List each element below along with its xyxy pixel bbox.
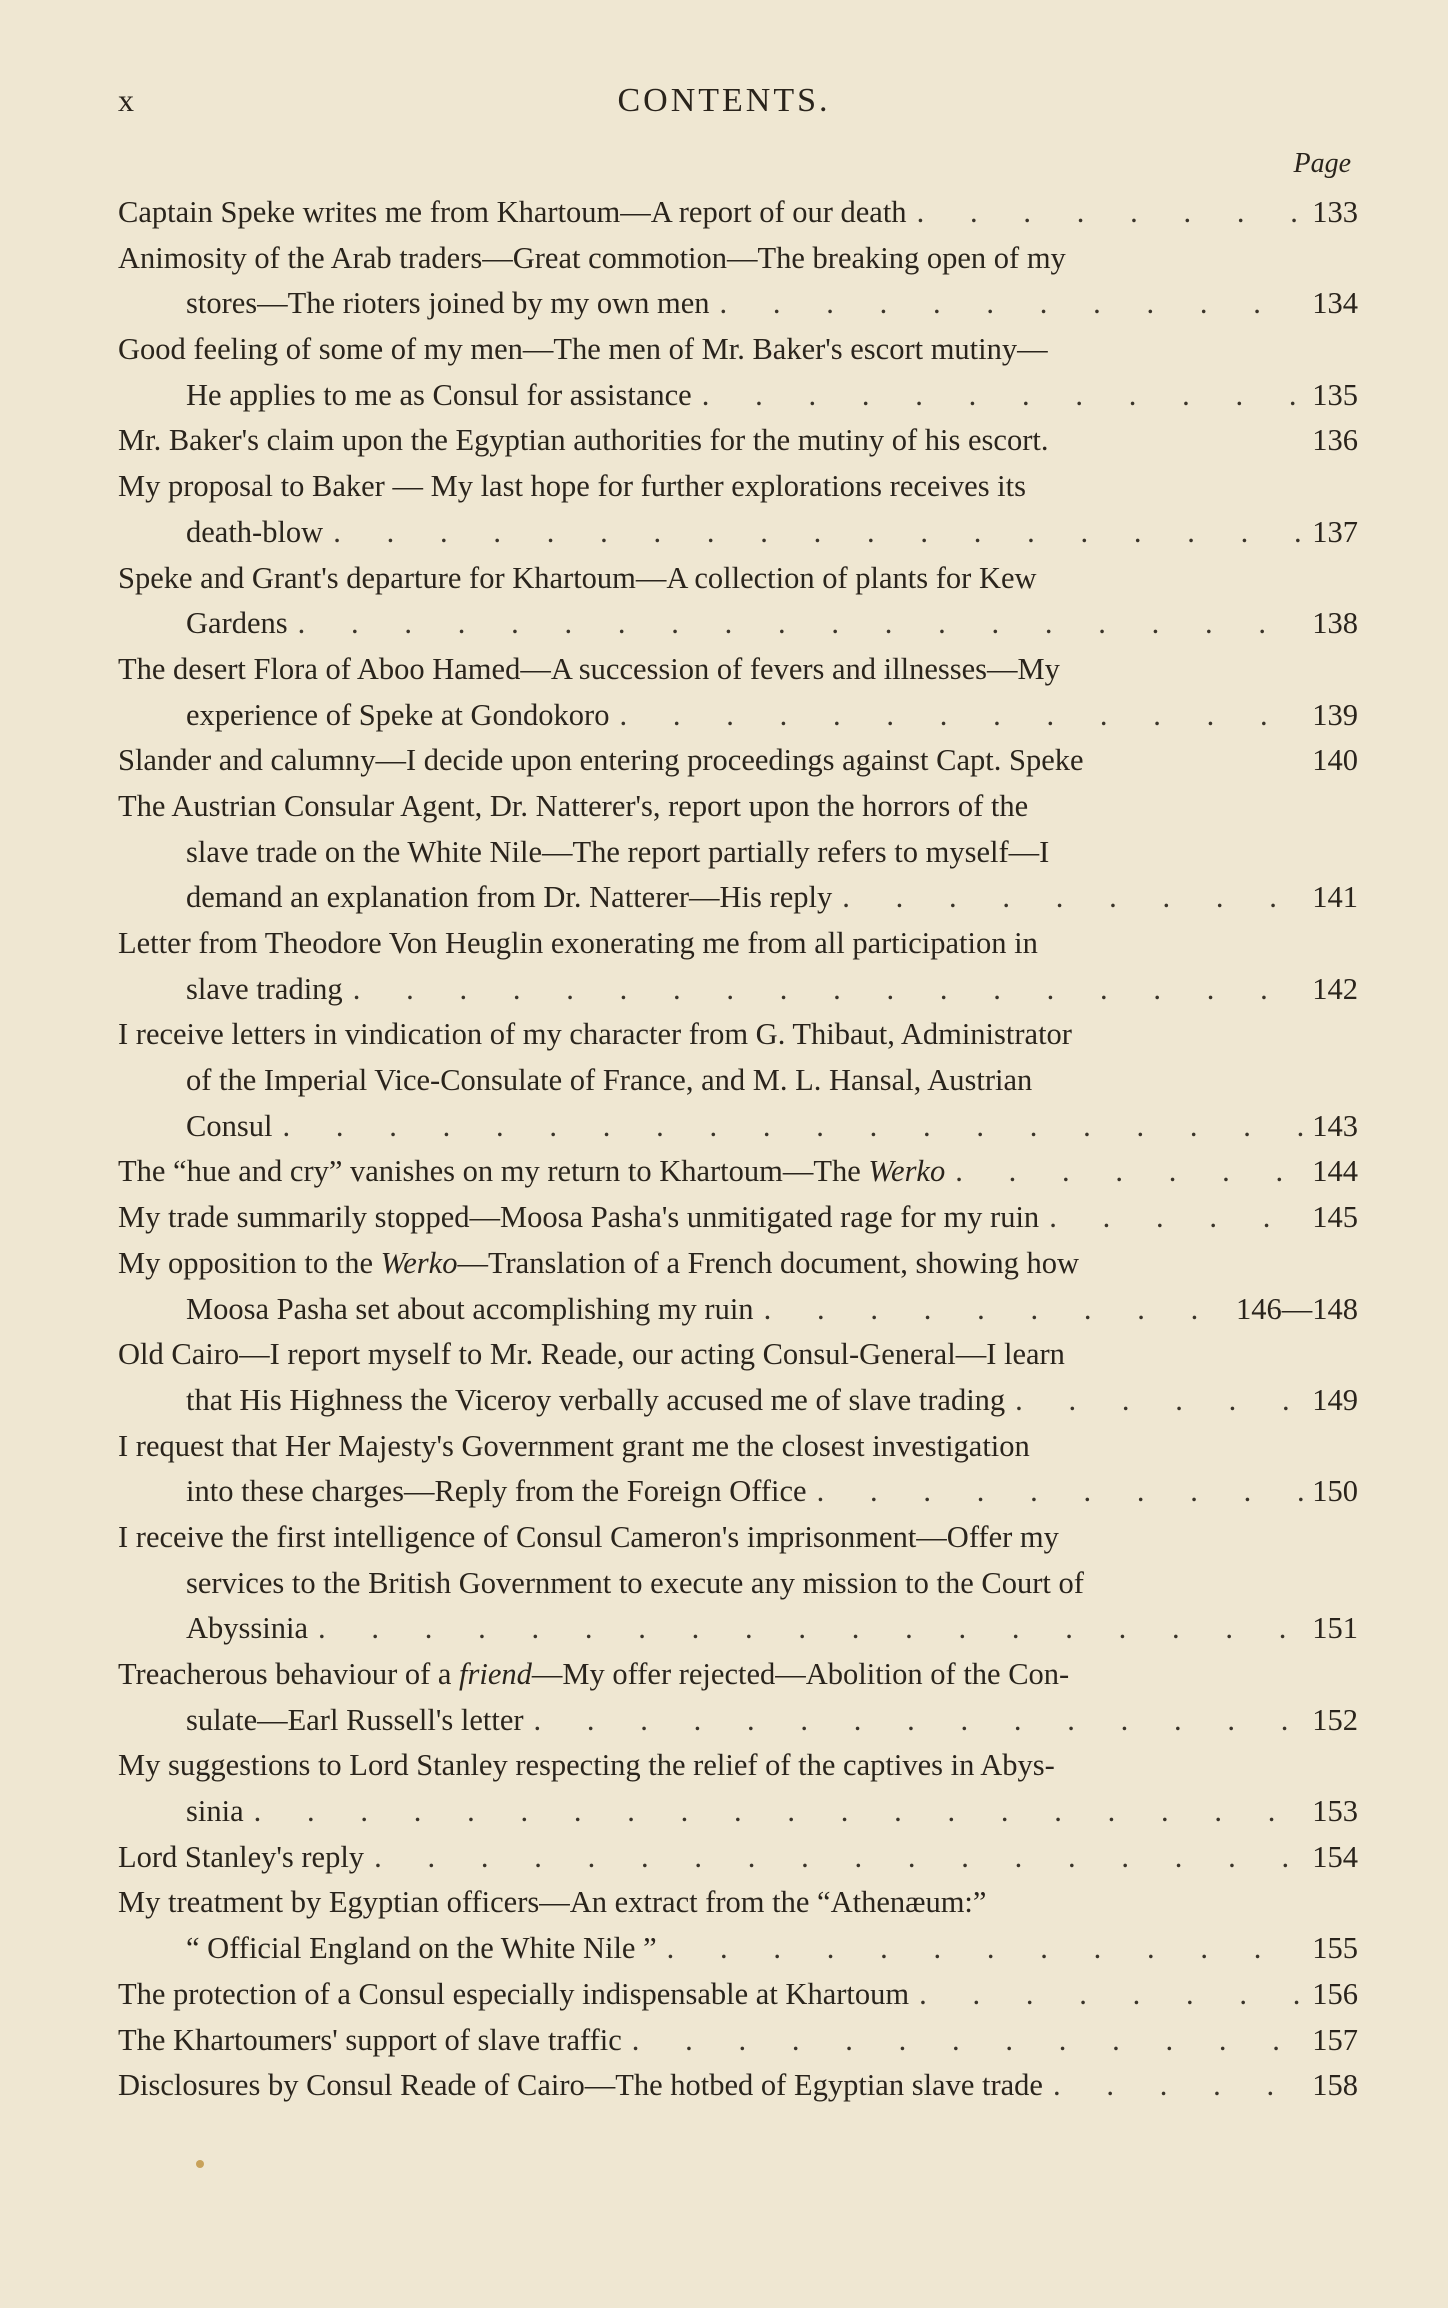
toc-page-number: 134 — [1312, 286, 1358, 321]
toc-entry-line — [118, 1972, 1358, 2018]
toc-entry-line — [118, 327, 1358, 373]
toc-entry-line — [118, 1743, 1358, 1789]
toc-entry — [118, 647, 1358, 738]
toc-entry-line — [118, 556, 1358, 602]
toc-page-number: 145 — [1312, 1200, 1358, 1235]
toc-entry — [118, 1743, 1358, 1834]
toc-entry — [118, 1195, 1358, 1241]
toc-entry-text: of the Imperial Vice-Consulate of France, and M. L. Hansal, Austrian — [186, 1063, 1033, 1098]
toc-entry — [118, 2063, 1358, 2109]
toc-page-number: 158 — [1312, 2068, 1358, 2103]
toc-entry — [118, 1241, 1358, 1332]
toc-entry-line — [118, 738, 1358, 784]
toc-entry-text: My suggestions to Lord Stanley respecting the relief of the captives in Abys- — [118, 1748, 1055, 1783]
toc-page-number: 150 — [1312, 1474, 1358, 1509]
toc-entry-text: My trade summarily stopped—Moosa Pasha's unmitigated rage for my ruin — [118, 1200, 1040, 1235]
dot-leader — [318, 1606, 1308, 1652]
toc-entry-text: into these charges—Reply from the Foreign Office — [186, 1474, 807, 1509]
toc-entry-line — [118, 1195, 1358, 1241]
toc-entry-line — [118, 1378, 1358, 1424]
toc-entry-line — [118, 1104, 1358, 1150]
toc-page-number: 133 — [1312, 195, 1358, 229]
dot-leader — [254, 1789, 1309, 1835]
toc-entry — [118, 1012, 1358, 1149]
toc-entry-line — [118, 510, 1358, 556]
toc-page-number: 140 — [1312, 743, 1358, 778]
dot-leader — [667, 1926, 1309, 1972]
toc-entry-text: slave trading — [186, 971, 343, 1006]
toc-entry-text: death-blow — [186, 514, 324, 549]
dot-leader — [764, 1287, 1232, 1333]
toc-entry-line — [118, 418, 1358, 464]
toc-entry-text: I receive letters in vindication of my character from G. Thibaut, Administrator — [118, 1017, 1072, 1052]
toc-entry-text: I receive the first intelligence of Consul Cameron's imprisonment—Offer my — [118, 1519, 1059, 1554]
toc-page-number: 138 — [1312, 606, 1358, 641]
toc-entry-line — [118, 464, 1358, 510]
page-header — [0, 82, 1448, 132]
toc-entry-line — [118, 1789, 1358, 1835]
toc-entry-text: sulate—Earl Russell's letter — [186, 1702, 524, 1737]
toc-entry-text: My proposal to Baker — My last hope for further explorations receives its — [118, 469, 1027, 504]
dot-leader — [1053, 2063, 1308, 2109]
running-title: CONTENTS. — [617, 82, 831, 119]
toc-entry-text: The protection of a Consul especially indispensable at Khartoum — [118, 1976, 910, 2011]
toc-entry-text: My treatment by Egyptian officers—An extract from the “Athenæum:” — [118, 1885, 987, 1920]
toc-entry-line — [118, 1835, 1358, 1881]
toc-entry-line — [118, 236, 1358, 282]
toc-entry-line — [118, 1652, 1358, 1698]
dot-leader — [917, 190, 1309, 236]
toc-entry-text: Speke and Grant's departure for Khartoum—A collection of plants for Kew — [118, 560, 1037, 595]
toc-page-number: 154 — [1312, 1839, 1358, 1874]
toc-entry — [118, 236, 1358, 327]
toc-entry-line — [118, 1880, 1358, 1926]
toc-entry-line — [118, 190, 1358, 236]
dot-leader — [534, 1698, 1309, 1744]
toc-entry — [118, 1424, 1358, 1515]
toc-entry-text: experience of Speke at Gondokoro — [186, 697, 610, 732]
toc-entry-line — [118, 601, 1358, 647]
dot-leader — [1049, 1195, 1308, 1241]
toc-entry — [118, 1332, 1358, 1423]
toc-entry-text: The desert Flora of Aboo Hamed—A succession of fevers and illnesses—My — [118, 651, 1060, 686]
toc-entry-text: Moosa Pasha set about accomplishing my ruin — [186, 1291, 754, 1326]
toc-entry-line — [118, 784, 1358, 830]
toc-entry-line — [118, 1698, 1358, 1744]
toc-entry-text: Treacherous behaviour of a friend—My offer rejected—Abolition of the Con- — [118, 1657, 1070, 1691]
dot-leader — [353, 967, 1309, 1013]
dot-leader — [842, 875, 1308, 921]
dot-leader — [919, 1972, 1308, 2018]
toc-entry-line — [118, 2063, 1358, 2109]
toc-page-number: 149 — [1312, 1382, 1358, 1417]
toc-entry-line — [118, 647, 1358, 693]
toc-page-number: 152 — [1312, 1702, 1358, 1737]
toc-entry — [118, 738, 1358, 784]
toc-entry-line — [118, 1561, 1358, 1607]
dot-leader — [298, 601, 1309, 647]
toc-entry-line — [118, 1332, 1358, 1378]
dot-leader — [632, 2018, 1308, 2064]
toc-page-number: 136 — [1312, 423, 1358, 458]
toc-page-number: 143 — [1312, 1108, 1358, 1143]
toc-entry-text: My opposition to the Werko—Translation of a French document, showing how — [118, 1245, 1079, 1280]
toc-entry — [118, 2018, 1358, 2064]
toc-entry-line — [118, 1012, 1358, 1058]
toc-entry-text: Old Cairo—I report myself to Mr. Reade, our acting Consul-General—I learn — [118, 1337, 1065, 1372]
toc-entry-text: Letter from Theodore Von Heuglin exonerating me from all participation in — [118, 926, 1038, 960]
dot-leader — [702, 373, 1309, 419]
toc-entry-line — [118, 1241, 1358, 1287]
toc-entry-line — [118, 921, 1358, 967]
toc-page-number: 144 — [1312, 1154, 1358, 1189]
toc-entry-line — [118, 373, 1358, 419]
toc-entry — [118, 464, 1358, 555]
toc-page-number: 157 — [1312, 2022, 1358, 2057]
toc-entry-text: “ Official England on the White Nile ” — [186, 1931, 657, 1966]
toc-entry-line — [118, 1287, 1358, 1333]
toc-entry — [118, 190, 1358, 236]
toc-page-number: 141 — [1312, 880, 1358, 915]
toc-entry-text: Slander and calumny—I decide upon entering proceedings against Capt. Speke — [118, 743, 1084, 778]
toc-entry — [118, 556, 1358, 647]
toc-entry — [118, 1652, 1358, 1743]
toc-entry-text: Disclosures by Consul Reade of Cairo—The hotbed of Egyptian slave trade — [118, 2068, 1043, 2103]
toc-entry-text: Lord Stanley's reply — [118, 1839, 365, 1874]
toc-entry — [118, 1149, 1358, 1195]
toc-entry-text: The Austrian Consular Agent, Dr. Natterer's, report upon the horrors of the — [118, 788, 1029, 823]
toc-entry-line — [118, 1469, 1358, 1515]
toc-entry-line — [118, 1926, 1358, 1972]
dot-leader — [282, 1104, 1308, 1150]
toc-entry-text: slave trade on the White Nile—The report partially refers to myself—I — [186, 834, 1050, 869]
toc-entry-text: stores—The rioters joined by my own men — [186, 286, 710, 321]
toc-entry-text: services to the British Government to execute any mission to the Court of — [186, 1565, 1084, 1600]
toc-entry — [118, 1972, 1358, 2018]
toc-entry-text: sinia — [186, 1794, 244, 1829]
toc-entry — [118, 1835, 1358, 1881]
toc-entry-line — [118, 693, 1358, 739]
dot-leader — [720, 281, 1309, 327]
toc-entry-text: Mr. Baker's claim upon the Egyptian authorities for the mutiny of his escort. — [118, 423, 1049, 458]
toc-entry-text: Consul — [186, 1108, 273, 1143]
toc-entry — [118, 1880, 1358, 1971]
toc-entry-line — [118, 2018, 1358, 2064]
toc-page-number: 137 — [1312, 514, 1358, 549]
toc-page-number: 135 — [1312, 377, 1358, 412]
toc-page-number: 139 — [1312, 697, 1358, 732]
toc-entry-text: Good feeling of some of my men—The men of Mr. Baker's escort mutiny— — [118, 332, 1048, 367]
toc-entry-line — [118, 1149, 1358, 1195]
folio-number: x — [118, 82, 135, 118]
dot-leader — [1015, 1378, 1308, 1424]
toc-page-number: 142 — [1312, 971, 1358, 1006]
toc-page-number: 155 — [1312, 1931, 1358, 1966]
toc-entry-text: He applies to me as Consul for assistance — [186, 377, 692, 412]
toc-entry-line — [118, 967, 1358, 1013]
toc-entry-text: The Khartoumers' support of slave traffic — [118, 2022, 622, 2057]
toc-entry-line — [118, 1424, 1358, 1470]
dot-leader — [817, 1469, 1309, 1515]
toc-entry — [118, 327, 1358, 418]
toc-entry-line — [118, 1058, 1358, 1104]
toc-entry-text: I request that Her Majesty's Government grant me the closest investigation — [118, 1428, 1030, 1463]
toc-entry — [118, 921, 1358, 1012]
toc-entry-line — [118, 281, 1358, 327]
toc-page-number: 156 — [1312, 1976, 1358, 2011]
toc-entry-text: Captain Speke writes me from Khartoum—A report of our death — [118, 195, 907, 229]
toc-entry-text: that His Highness the Viceroy verbally accused me of slave trading — [186, 1382, 1006, 1417]
dot-leader — [374, 1835, 1308, 1881]
toc-entry-line — [118, 1515, 1358, 1561]
toc-entry — [118, 418, 1358, 464]
dot-leader — [333, 510, 1308, 556]
toc-entry-line — [118, 1606, 1358, 1652]
toc-entry — [118, 1515, 1358, 1652]
toc-page-number: 153 — [1312, 1794, 1358, 1829]
page-column-label: Page — [1293, 148, 1351, 179]
toc-entry-text: Animosity of the Arab traders—Great commotion—The breaking open of my — [118, 240, 1066, 275]
toc-entry-text: demand an explanation from Dr. Natterer—His reply — [186, 880, 833, 915]
toc-entry-text: The “hue and cry” vanishes on my return to Khartoum—The Werko — [118, 1154, 946, 1189]
toc-page-number: 146—148 — [1236, 1291, 1358, 1326]
toc-page-number: 151 — [1312, 1611, 1358, 1646]
dot-leader — [955, 1149, 1308, 1195]
toc-entry-line — [118, 875, 1358, 921]
toc-entry-text: Gardens — [186, 606, 288, 641]
toc-entry-line — [118, 830, 1358, 876]
toc-entry — [118, 784, 1358, 921]
table-of-contents — [118, 190, 1358, 2109]
toc-entry-text: Abyssinia — [186, 1611, 308, 1646]
dot-leader — [619, 693, 1308, 739]
ink-spot — [196, 2160, 204, 2168]
